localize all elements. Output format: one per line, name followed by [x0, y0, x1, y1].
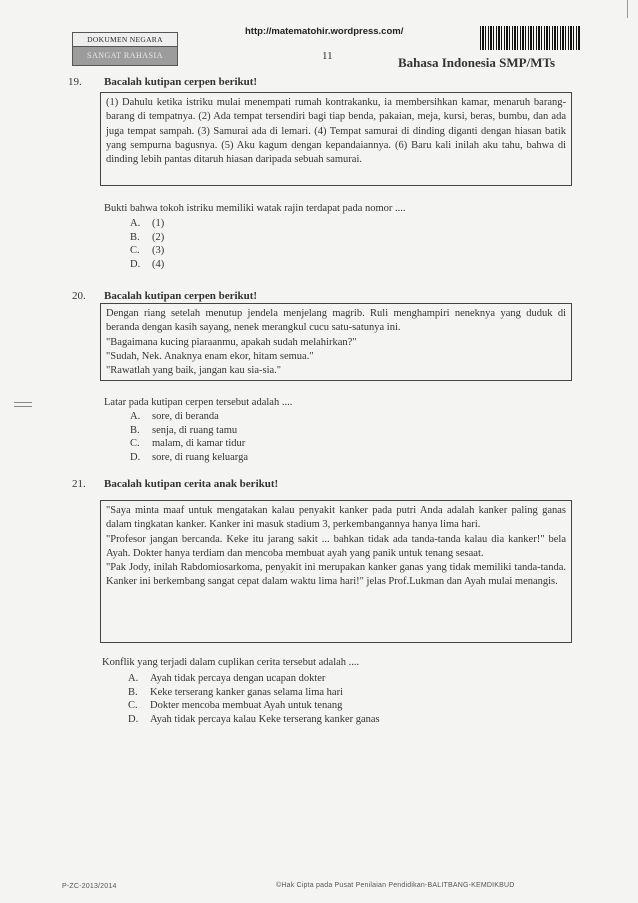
question-number: 21.	[72, 478, 86, 490]
option-letter: C.	[128, 700, 138, 711]
source-url[interactable]: http://matematohir.wordpress.com/	[245, 26, 404, 37]
passage-box	[100, 500, 572, 643]
option-text: Dokter mencoba membuat Ayah untuk tenang	[150, 700, 343, 711]
document-code: P-ZC-2013/2014	[62, 883, 117, 890]
option-b[interactable]	[130, 424, 248, 438]
barcode	[480, 26, 580, 50]
option-letter: C.	[130, 438, 140, 449]
question-text: Bukti bahwa tokoh istriku memiliki watak rajin terdapat pada nomor ....	[104, 203, 406, 214]
option-text: Keke terserang kanker ganas selama lima hari	[150, 686, 343, 698]
option-text: (1)	[152, 218, 165, 229]
passage-paragraph: "Pak Jody, inilah Rabdomiosarkoma, penyakit ini merupakan kanker ganas yang tidak memiliki tanda-tanda. Kanker ini berkembang sangat cepat dalam waktu lima hari!" jelas Prof.Lukman dan Ayah mulai menangis.	[106, 562, 566, 588]
option-letter: A.	[130, 411, 141, 422]
option-a[interactable]	[130, 217, 164, 231]
option-letter: C.	[130, 245, 140, 256]
document-stamp	[72, 32, 178, 66]
passage-paragraph: Dengan riang setelah menutup jendela menjelang magrib. Ruli menghampiri neneknya yang duduk di beranda dengan kasih sayang, nenek merangkul cucu satu-satunya ini.	[106, 308, 566, 334]
option-text: (3)	[152, 245, 165, 256]
option-letter: D.	[130, 258, 141, 270]
page-number: 11	[322, 50, 333, 62]
option-text: (4)	[152, 258, 165, 270]
option-text: Ayah tidak percaya kalau Keke terserang kanker ganas	[150, 713, 380, 725]
question-title: Bacalah kutipan cerita anak berikut!	[104, 478, 279, 490]
passage-paragraph: "Sudah, Nek. Anaknya enam ekor, hitam semua."	[106, 350, 314, 362]
option-c[interactable]	[128, 699, 380, 713]
option-d[interactable]	[130, 258, 164, 272]
question-title: Bacalah kutipan cerpen berikut!	[104, 290, 258, 302]
option-letter: D.	[128, 713, 139, 725]
stamp-top: DOKUMEN NEGARA	[73, 33, 177, 47]
passage-paragraph: "Profesor jangan bercanda. Keke itu jarang sakit ... bahkan tidak ada tanda-tanda kalau dia kanker!" bela Ayah. Dokter hanya terdiam dan mencoba membuat ayah yang panik untuk tenang sesaat.	[106, 533, 566, 559]
passage-box	[100, 92, 572, 186]
option-text: sore, di beranda	[152, 411, 219, 422]
passage-paragraph: "Rawatlah yang baik, jangan kau sia-sia."	[106, 365, 282, 377]
option-letter: B.	[130, 231, 140, 243]
option-text: Ayah tidak percaya dengan ucapan dokter	[150, 673, 326, 684]
passage-paragraph: (1) Dahulu ketika istriku mulai menempati rumah kontrakanku, ia membersihkan kamar, menaruh barang-barang di tempatnya. (2) Ada tempat tersendiri bagi tiap benda, pakaian, meja, kursi, beras, bumbu, dan ada juga tempat sampah. (3) Samurai ada di lemari. (4) Tempat samurai di dinding diganti dengan hiasan batik yang sempurna bagusnya. (5) Aku kagum dengan kepandaiannya. (6) Baru kali inilah aku tahu, bahwa di dinding lebih pantas ditaruh hiasan daripada sebuah samurai.	[106, 97, 566, 166]
option-c[interactable]	[130, 437, 248, 451]
question-number: 19.	[68, 76, 82, 88]
option-b[interactable]	[130, 231, 164, 245]
option-d[interactable]	[128, 713, 380, 727]
option-text: malam, di kamar tidur	[152, 438, 246, 449]
subject-title: Bahasa Indonesia SMP/MTs	[398, 55, 556, 70]
option-b[interactable]	[128, 686, 380, 700]
option-letter: A.	[130, 218, 141, 229]
answer-options	[128, 672, 380, 726]
margin-mark	[14, 406, 32, 407]
stamp-bottom: SANGAT RAHASIA	[73, 47, 177, 65]
question-text: Konflik yang terjadi dalam cuplikan cerita tersebut adalah ....	[102, 657, 360, 668]
question-title: Bacalah kutipan cerpen berikut!	[104, 76, 258, 88]
option-letter: A.	[128, 673, 139, 684]
option-text: senja, di ruang tamu	[152, 424, 238, 436]
scan-edge-line	[627, 0, 628, 18]
option-letter: B.	[130, 424, 140, 436]
answer-options	[130, 410, 248, 464]
option-letter: D.	[130, 451, 141, 463]
option-d[interactable]	[130, 451, 248, 465]
passage-paragraph: "Saya minta maaf untuk mengatakan kalau penyakit kanker pada putri Anda adalah kanker paling ganas dalam tingkatan kanker. Kanker ini masuk stadium 3, perkembangannya hanya lima hari.	[106, 505, 566, 531]
option-letter: B.	[128, 686, 138, 698]
passage-box	[100, 303, 572, 381]
margin-mark	[14, 402, 32, 403]
copyright-notice: ©Hak Cipta pada Pusat Penilaian Pendidikan-BALITBANG-KEMDIKBUD	[276, 882, 515, 889]
passage-paragraph: "Bagaimana kucing piaraanmu, apakah sudah melahirkan?"	[106, 336, 357, 348]
option-c[interactable]	[130, 244, 164, 258]
option-a[interactable]	[130, 410, 248, 424]
option-text: sore, di ruang keluarga	[152, 451, 249, 463]
question-number: 20.	[72, 290, 86, 302]
question-text: Latar pada kutipan cerpen tersebut adalah ....	[104, 397, 293, 408]
answer-options	[130, 217, 164, 271]
option-a[interactable]	[128, 672, 380, 686]
option-text: (2)	[152, 231, 165, 243]
